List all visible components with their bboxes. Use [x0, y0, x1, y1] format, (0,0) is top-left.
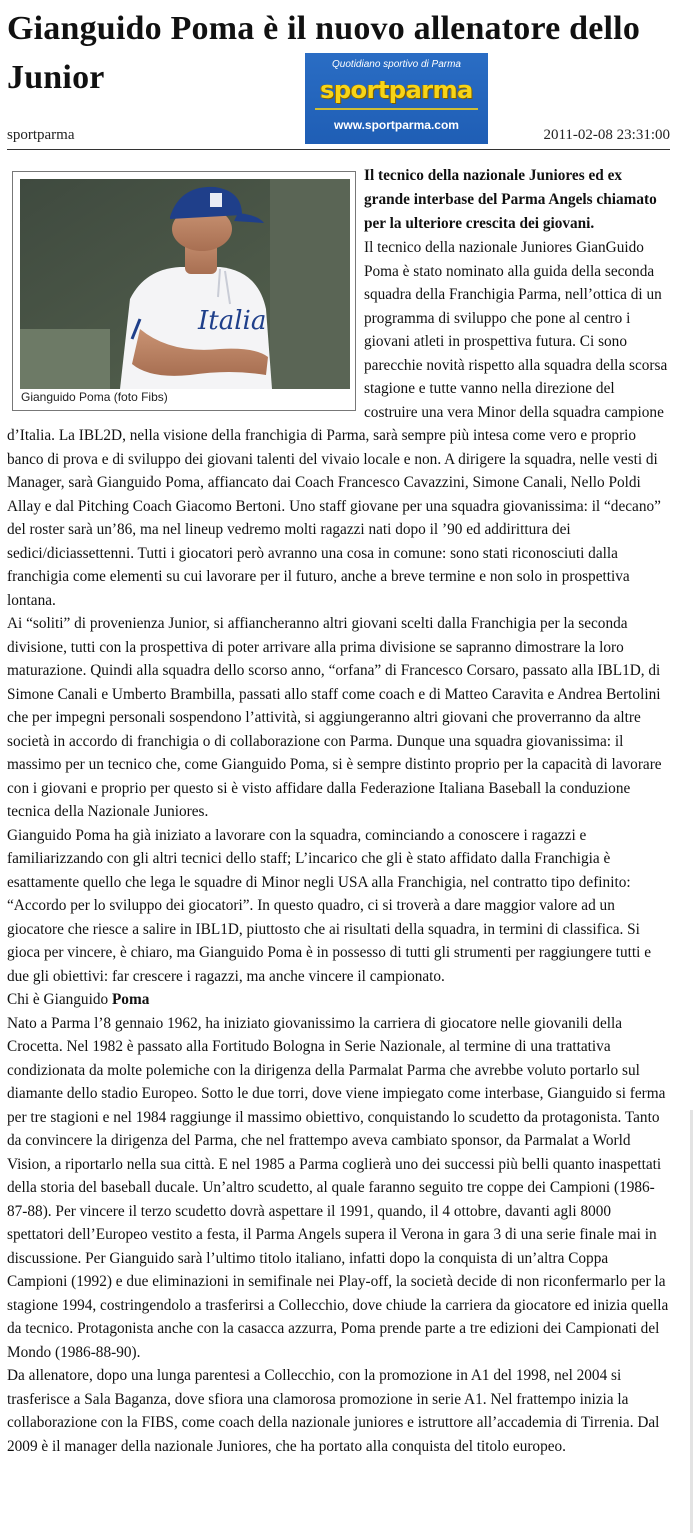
article-paragraph: Gianguido Poma ha già iniziato a lavorare con la squadra, cominciando a conoscere i ragazzi e familiarizzando con gli altri tecnici dello staff; L’incarico che gli è stato affidato dalla Franchigia è esattamente quello che lega le squadre di Minor negli USA alla Franchigia, nel contratto tipo definito: “Accordo per lo sviluppo dei giocatori”. In questo quadro, ci si troverà a dare maggior valore ad un giocatore che riesce a salire in IBL1D, piuttosto che ai risultati della squadra, in termini di classifica. Si gioca per vincere, è chiaro, ma Gianguido Poma è in possesso di tutti gli strumenti per raggiungere tutti e due gli obiettivi: far crescere i ragazzi, ma anche vincere il campionato.	[7, 826, 652, 985]
bio-heading	[7, 988, 670, 1012]
logo-divider	[315, 108, 478, 110]
bio-paragraph: Nato a Parma l’8 gennaio 1962, ha iniziato giovanissimo la carriera di giocatore nelle giovanili della Crocetta. Nel 1982 è passato alla Fortitudo Bologna in Serie Nazionale, al termine di una trattativa condizionata da molte polemiche con la dirigenza della Parmalat Parma che avrebbe voluto portarlo sul diamante dello stadio Europeo. Sotto le due torri, dove viene impiegato come interbase, Gianguido si ferma per tre stagioni e nel 1984 raggiunge il massimo obiettivo, conquistando lo scudetto da protagonista. Tanto da convincere la dirigenza del Parma, che nel frattempo aveva cambiato sponsor, da Parmalat a World Vision, a riportarlo nella sua città. E nel 1985 a Parma coglierà uno dei successi più belli quanto inaspettati della storia del baseball ducale. Un’altro scudetto, al quale faranno seguito tre coppe dei Campioni (1986-87-88). Per vincere il terzo scudetto dovrà aspettare il 1991, quando, il 4 ottobre, davanti agli 8000 spettatori dell’Europeo vestito a festa, il Parma Angels supera il Verona in gara 3 di una serie finale mai in discussione. Per Gianguido sarà l’ultimo titolo italiano, infatti dopo la conquista di un’altra Coppa Campioni (1992) e due eliminazioni in semifinale nei Play-off, la società decide di non riconfermarlo per la stagione 1994, costringendolo a trasferirsi a Collecchio, dove chiude la carriera da giocatore ed inizia quella da tecnico. Protagonista anche con la casacca azzurra, Poma prende parte a tre edizioni dei Campionati del Mondo (1986-88-90).	[7, 1014, 669, 1361]
svg-text:Italia: Italia	[198, 306, 267, 336]
bio-paragraph: Da allenatore, dopo una lunga parentesi a Collecchio, con la promozione in A1 del 1998, nel 2004 si trasferisce a Sala Baganza, dove sfiora una clamorosa promozione in serie A1. Nel frattempo inizia la collaborazione con la FIBS, come coach della nazionale juniores e istruttore all’accademia di Tirrenia. Dal 2009 è il manager della nazionale Juniores, che ha portato alla conquista del titolo europeo.	[7, 1367, 660, 1455]
article-title: Gianguido Poma è il nuovo allenatore dello Junior	[7, 10, 641, 96]
bio-heading-prefix: Chi è Gianguido	[7, 991, 112, 1008]
article-lead: Il tecnico della nazionale Juniores ed ex grande interbase del Parma Angels chiamato per la ulteriore crescita dei giovani.	[364, 167, 657, 232]
article-image-frame	[12, 171, 356, 411]
article-photo[interactable]	[20, 179, 350, 389]
logo-url: www.sportparma.com	[334, 118, 459, 132]
header-divider	[7, 149, 670, 150]
article-paragraph: Il tecnico della nazionale Juniores GianGuido Poma è stato nominato alla guida della seconda squadra della Franchigia Parma, nell’ottica di un programma di sviluppo che pone al centro i giovani atleti in prospettiva futura. Ci sono parecchie novità rispetto alla squadra della scorsa stagione e tutte vanno nella direzione del costruire una vera Minor della squadra campione d’Italia. La IBL2D, nella visione della franchigia di Parma, sarà sempre più intesa come vero e proprio banco di prova e di sviluppo dei giovani talenti del vivaio locale e non. A dirigere la squadra, nelle vesti di Manager, sarà Gianguido Poma, affiancato dai Coach Francesco Cavazzini, Simone Canali, Nello Poldi Allay e dal Pitching Coach Giacomo Bertoni. Uno staff giovane per una squadra giovanissima: il “decano” del roster sarà un’86, ma nel lineup vedremo molti ragazzi nati dopo il ’90 ed addirittura dei sedici/diciassettenni. Tutti i giocatori però avranno una cosa in comune: sono stati riconosciuti dalla franchigia come elementi su cui lavorare per il futuro, anche a breve termine e non solo in prospettiva lontana.	[7, 239, 668, 609]
logo-brand: sportparma	[320, 76, 473, 104]
bio-heading-name: Poma	[111, 991, 150, 1008]
sportparma-logo[interactable]	[305, 53, 488, 144]
image-caption: Gianguido Poma (foto Fibs)	[21, 390, 168, 404]
article-datetime: 2011-02-08 23:31:00	[543, 127, 670, 143]
article-paragraph: Ai “soliti” di provenienza Junior, si affiancheranno altri giovani scelti dalla Franchigia per la seconda divisione, tutti con la prospettiva di poter arrivare alla prima divisione se sapranno dimostrare la loro maturazione. Quindi alla squadra dello scorso anno, “orfana” di Francesco Corsaro, passato alla IBL1D, di Simone Canali e Umberto Brambilla, passati allo staff come coach e di Matteo Caravita e Andrea Bertolini che per impegni personali sospendono l’attività, si aggiungeranno altri giovani che proverranno da altre società in accordo di franchigia o di collaborazione con Parma. Dunque una squadra giovanissima: il massimo per un tecnico che, come Gianguido Poma, si è sempre distinto proprio per la capacità di lavorare con i giovani e proprio per questo si è visto affidare dalla Federazione Italiana Baseball la conduzione tecnica della Nazionale Juniores.	[7, 615, 662, 820]
article-source: sportparma	[7, 127, 75, 143]
logo-tagline: Quotidiano sportivo di Parma	[332, 59, 461, 70]
player-photo-illustration	[20, 179, 350, 389]
